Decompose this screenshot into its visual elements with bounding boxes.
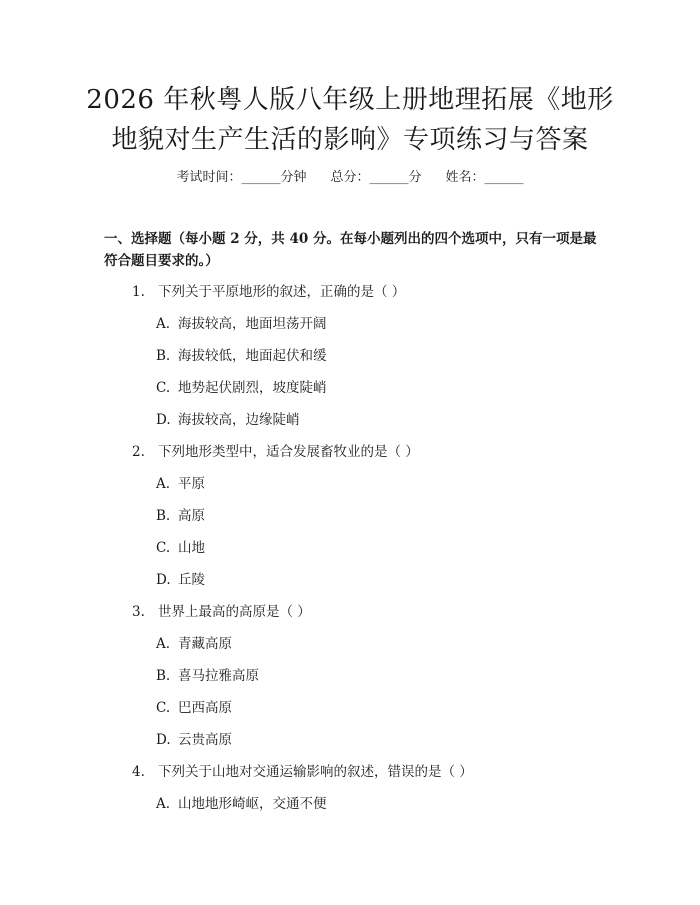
- option-text: 巴西高原: [178, 700, 232, 716]
- question-3-option-d: [156, 730, 232, 750]
- question-2-option-a: [156, 474, 205, 494]
- question-stem: 世界上最高的高原是（ ）: [158, 604, 311, 620]
- question-stem: 下列地形类型中，适合发展畜牧业的是（ ）: [158, 444, 419, 460]
- option-text: 海拔较高，地面坦荡开阔: [178, 316, 327, 332]
- question-4-option-a: [156, 794, 327, 814]
- option-text: 山地地形崎岖，交通不便: [178, 796, 327, 812]
- title-line-2: 地貌对生产生活的影响》专项练习与答案: [111, 125, 589, 155]
- student-name-field: 姓名：______: [445, 170, 524, 185]
- question-2: [132, 442, 419, 462]
- question-3-option-a: [156, 634, 232, 654]
- option-letter: B.: [156, 508, 171, 524]
- question-stem: 下列关于平原地形的叙述，正确的是（ ）: [158, 284, 406, 300]
- option-letter: B.: [156, 668, 171, 684]
- question-number: 3.: [132, 604, 145, 620]
- option-text: 海拔较低，地面起伏和缓: [178, 348, 327, 364]
- option-letter: C.: [156, 700, 171, 716]
- option-text: 地势起伏剧烈，坡度陡峭: [178, 380, 327, 396]
- option-text: 喜马拉雅高原: [178, 668, 259, 684]
- question-number: 2.: [132, 444, 145, 460]
- option-letter: C.: [156, 540, 171, 556]
- question-1-option-a: [156, 314, 327, 334]
- option-letter: D.: [156, 412, 171, 428]
- exam-meta: [0, 168, 700, 188]
- option-letter: D.: [156, 572, 171, 588]
- question-3-option-c: [156, 698, 232, 718]
- question-1-option-d: [156, 410, 300, 430]
- question-2-option-d: [156, 570, 205, 590]
- option-letter: B.: [156, 348, 171, 364]
- total-score-field: 总分：______分: [330, 170, 422, 185]
- section-heading-line-2: 符合题目要求的。）: [104, 253, 219, 269]
- question-stem: 下列关于山地对交通运输影响的叙述，错误的是（ ）: [158, 764, 473, 780]
- option-text: 海拔较高，边缘陡峭: [178, 412, 300, 428]
- option-letter: A.: [156, 316, 171, 332]
- option-text: 丘陵: [178, 572, 205, 588]
- exam-time-field: 考试时间：______分钟: [176, 170, 307, 185]
- question-2-option-c: [156, 538, 205, 558]
- question-1: [132, 282, 405, 302]
- question-1-option-b: [156, 346, 327, 366]
- document-title: [40, 80, 660, 160]
- option-text: 山地: [178, 540, 205, 556]
- question-number: 1.: [132, 284, 145, 300]
- question-number: 4.: [132, 764, 145, 780]
- question-3-option-b: [156, 666, 259, 686]
- option-letter: A.: [156, 476, 171, 492]
- section-heading-line-1: 一、选择题（每小题 2 分，共 40 分。在每小题列出的四个选项中，只有一项是最: [104, 231, 597, 247]
- question-1-option-c: [156, 378, 327, 398]
- question-3: [132, 602, 311, 622]
- option-text: 云贵高原: [178, 732, 232, 748]
- option-text: 青藏高原: [178, 636, 232, 652]
- option-letter: C.: [156, 380, 171, 396]
- title-line-1: 2026 年秋粤人版八年级上册地理拓展《地形: [86, 85, 614, 115]
- option-letter: A.: [156, 636, 171, 652]
- option-text: 平原: [178, 476, 205, 492]
- option-letter: A.: [156, 796, 171, 812]
- question-4: [132, 762, 473, 782]
- section-heading: [104, 228, 604, 272]
- question-2-option-b: [156, 506, 205, 526]
- option-letter: D.: [156, 732, 171, 748]
- option-text: 高原: [178, 508, 205, 524]
